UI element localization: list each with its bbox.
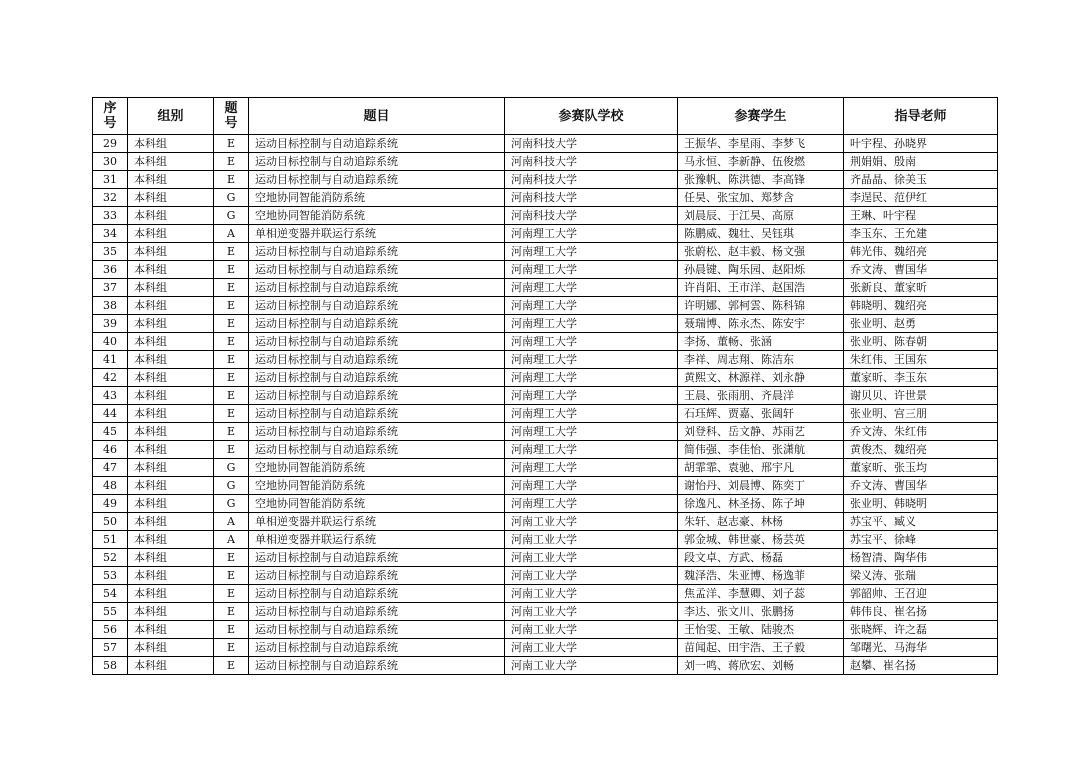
table-row — [93, 459, 998, 477]
cell-students: 孙晨键、陶乐园、赵阳烁 — [678, 261, 844, 279]
cell-topic-code: E — [214, 369, 249, 387]
cell-school: 河南理工大学 — [505, 225, 678, 243]
cell-group: 本科组 — [128, 549, 214, 567]
table-header-row — [93, 98, 998, 135]
cell-topic-code: E — [214, 135, 249, 153]
cell-students: 任昊、张宝加、郑梦含 — [678, 189, 844, 207]
cell-topic: 运动目标控制与自动追踪系统 — [249, 171, 505, 189]
table-row — [93, 621, 998, 639]
cell-topic: 空地协同智能消防系统 — [249, 477, 505, 495]
cell-school: 河南理工大学 — [505, 459, 678, 477]
cell-topic-code: E — [214, 657, 249, 675]
cell-topic-code: E — [214, 351, 249, 369]
cell-no: 36 — [93, 261, 128, 279]
cell-topic-code: E — [214, 171, 249, 189]
cell-group: 本科组 — [128, 495, 214, 513]
cell-group: 本科组 — [128, 315, 214, 333]
cell-students: 李祥、周志翔、陈洁东 — [678, 351, 844, 369]
cell-students: 李达、张文川、张鹏扬 — [678, 603, 844, 621]
cell-no: 57 — [93, 639, 128, 657]
cell-group: 本科组 — [128, 477, 214, 495]
cell-school: 河南科技大学 — [505, 189, 678, 207]
cell-no: 43 — [93, 387, 128, 405]
cell-topic-code: E — [214, 621, 249, 639]
table-row — [93, 135, 998, 153]
header-topic-no: 题号 — [214, 98, 249, 135]
header-no: 序号 — [93, 98, 128, 135]
cell-students: 张豫帆、陈洪德、李高锋 — [678, 171, 844, 189]
cell-teachers: 张业明、韩晓明 — [844, 495, 998, 513]
table-row — [93, 189, 998, 207]
table-row — [93, 387, 998, 405]
cell-school: 河南理工大学 — [505, 279, 678, 297]
cell-group: 本科组 — [128, 387, 214, 405]
cell-students: 许明娜、郭柯雲、陈科锦 — [678, 297, 844, 315]
table-row — [93, 405, 998, 423]
cell-no: 44 — [93, 405, 128, 423]
cell-students: 马永恒、李新静、伍俊燃 — [678, 153, 844, 171]
cell-no: 31 — [93, 171, 128, 189]
cell-no: 32 — [93, 189, 128, 207]
cell-topic: 运动目标控制与自动追踪系统 — [249, 135, 505, 153]
cell-teachers: 黄俊杰、魏绍亮 — [844, 441, 998, 459]
cell-teachers: 苏宝平、徐峰 — [844, 531, 998, 549]
cell-teachers: 邹曙光、马海华 — [844, 639, 998, 657]
cell-group: 本科组 — [128, 405, 214, 423]
cell-school: 河南工业大学 — [505, 621, 678, 639]
cell-no: 49 — [93, 495, 128, 513]
cell-group: 本科组 — [128, 423, 214, 441]
table-row — [93, 243, 998, 261]
cell-group: 本科组 — [128, 333, 214, 351]
cell-topic: 运动目标控制与自动追踪系统 — [249, 297, 505, 315]
cell-topic: 运动目标控制与自动追踪系统 — [249, 387, 505, 405]
cell-topic-code: G — [214, 207, 249, 225]
cell-school: 河南科技大学 — [505, 171, 678, 189]
cell-teachers: 张业明、赵勇 — [844, 315, 998, 333]
cell-topic: 运动目标控制与自动追踪系统 — [249, 279, 505, 297]
cell-teachers: 荆娟娟、殷南 — [844, 153, 998, 171]
table-row — [93, 333, 998, 351]
cell-teachers: 苏宝平、臧义 — [844, 513, 998, 531]
cell-topic: 空地协同智能消防系统 — [249, 495, 505, 513]
cell-students: 黄熙文、林源祥、刘永静 — [678, 369, 844, 387]
cell-teachers: 张晓辉、许之磊 — [844, 621, 998, 639]
table-row — [93, 279, 998, 297]
cell-topic-code: E — [214, 153, 249, 171]
cell-teachers: 董家昕、李玉东 — [844, 369, 998, 387]
cell-teachers: 杨智清、陶华伟 — [844, 549, 998, 567]
cell-group: 本科组 — [128, 225, 214, 243]
cell-teachers: 董家昕、张玉均 — [844, 459, 998, 477]
cell-no: 51 — [93, 531, 128, 549]
cell-no: 30 — [93, 153, 128, 171]
cell-topic-code: G — [214, 189, 249, 207]
cell-topic-code: E — [214, 567, 249, 585]
cell-topic: 运动目标控制与自动追踪系统 — [249, 585, 505, 603]
header-group: 组别 — [128, 98, 214, 135]
cell-teachers: 齐晶晶、徐美玉 — [844, 171, 998, 189]
cell-teachers: 梁义涛、张瑞 — [844, 567, 998, 585]
cell-teachers: 张业明、陈春朝 — [844, 333, 998, 351]
header-topic: 题目 — [249, 98, 505, 135]
cell-school: 河南理工大学 — [505, 243, 678, 261]
cell-students: 徐逸凡、林圣扬、陈子坤 — [678, 495, 844, 513]
cell-topic: 运动目标控制与自动追踪系统 — [249, 567, 505, 585]
cell-group: 本科组 — [128, 585, 214, 603]
table-row — [93, 531, 998, 549]
cell-topic-code: E — [214, 315, 249, 333]
cell-students: 李扬、董畅、张涵 — [678, 333, 844, 351]
cell-no: 37 — [93, 279, 128, 297]
cell-teachers: 谢贝贝、许世景 — [844, 387, 998, 405]
cell-topic: 运动目标控制与自动追踪系统 — [249, 549, 505, 567]
results-table — [92, 97, 998, 675]
cell-group: 本科组 — [128, 603, 214, 621]
table-row — [93, 657, 998, 675]
cell-topic: 空地协同智能消防系统 — [249, 207, 505, 225]
cell-no: 33 — [93, 207, 128, 225]
cell-school: 河南工业大学 — [505, 513, 678, 531]
cell-school: 河南工业大学 — [505, 639, 678, 657]
cell-topic-code: E — [214, 639, 249, 657]
cell-group: 本科组 — [128, 369, 214, 387]
cell-no: 40 — [93, 333, 128, 351]
cell-teachers: 韩伟良、崔名扬 — [844, 603, 998, 621]
cell-school: 河南理工大学 — [505, 405, 678, 423]
cell-group: 本科组 — [128, 189, 214, 207]
cell-teachers: 乔文涛、曹国华 — [844, 477, 998, 495]
cell-no: 47 — [93, 459, 128, 477]
cell-teachers: 韩光伟、魏绍亮 — [844, 243, 998, 261]
cell-students: 郭金城、韩世豪、杨芸英 — [678, 531, 844, 549]
cell-no: 52 — [93, 549, 128, 567]
cell-topic-code: E — [214, 549, 249, 567]
cell-topic-code: G — [214, 459, 249, 477]
cell-topic-code: E — [214, 261, 249, 279]
cell-school: 河南理工大学 — [505, 333, 678, 351]
cell-topic: 运动目标控制与自动追踪系统 — [249, 657, 505, 675]
cell-topic: 运动目标控制与自动追踪系统 — [249, 243, 505, 261]
cell-topic-code: E — [214, 585, 249, 603]
cell-students: 简伟强、李佳怡、张潇航 — [678, 441, 844, 459]
cell-group: 本科组 — [128, 279, 214, 297]
cell-school: 河南理工大学 — [505, 261, 678, 279]
cell-no: 53 — [93, 567, 128, 585]
cell-students: 刘登科、岳文静、苏雨艺 — [678, 423, 844, 441]
cell-teachers: 王琳、叶宇程 — [844, 207, 998, 225]
cell-group: 本科组 — [128, 459, 214, 477]
cell-teachers: 朱红伟、王国东 — [844, 351, 998, 369]
cell-topic-code: G — [214, 477, 249, 495]
cell-students: 刘一鸣、蒋欣宏、刘畅 — [678, 657, 844, 675]
cell-topic: 运动目标控制与自动追踪系统 — [249, 639, 505, 657]
cell-no: 38 — [93, 297, 128, 315]
cell-students: 张蔚松、赵丰毅、杨文强 — [678, 243, 844, 261]
table-row — [93, 225, 998, 243]
cell-group: 本科组 — [128, 513, 214, 531]
cell-school: 河南理工大学 — [505, 423, 678, 441]
cell-no: 58 — [93, 657, 128, 675]
cell-topic-code: E — [214, 441, 249, 459]
header-teachers: 指导老师 — [844, 98, 998, 135]
cell-teachers: 乔文涛、曹国华 — [844, 261, 998, 279]
cell-students: 陈鹏威、魏壮、吴钰琪 — [678, 225, 844, 243]
cell-students: 王振华、李星雨、李梦飞 — [678, 135, 844, 153]
cell-school: 河南理工大学 — [505, 477, 678, 495]
table-row — [93, 639, 998, 657]
cell-topic: 空地协同智能消防系统 — [249, 459, 505, 477]
cell-topic: 运动目标控制与自动追踪系统 — [249, 153, 505, 171]
table-body — [93, 135, 998, 675]
cell-no: 50 — [93, 513, 128, 531]
table-row — [93, 603, 998, 621]
cell-school: 河南理工大学 — [505, 441, 678, 459]
cell-students: 刘晨辰、于江昊、高原 — [678, 207, 844, 225]
cell-school: 河南理工大学 — [505, 387, 678, 405]
cell-group: 本科组 — [128, 621, 214, 639]
cell-students: 苗闻起、田宇浩、王子毅 — [678, 639, 844, 657]
cell-topic-code: E — [214, 333, 249, 351]
cell-school: 河南理工大学 — [505, 297, 678, 315]
cell-school: 河南科技大学 — [505, 207, 678, 225]
cell-topic-code: E — [214, 297, 249, 315]
cell-no: 35 — [93, 243, 128, 261]
cell-topic: 运动目标控制与自动追踪系统 — [249, 315, 505, 333]
cell-teachers: 李玉东、王允建 — [844, 225, 998, 243]
cell-topic: 运动目标控制与自动追踪系统 — [249, 333, 505, 351]
cell-topic-code: E — [214, 387, 249, 405]
table-row — [93, 477, 998, 495]
header-students: 参赛学生 — [678, 98, 844, 135]
cell-no: 42 — [93, 369, 128, 387]
cell-group: 本科组 — [128, 243, 214, 261]
table-row — [93, 207, 998, 225]
cell-topic: 运动目标控制与自动追踪系统 — [249, 369, 505, 387]
cell-no: 55 — [93, 603, 128, 621]
cell-students: 段文卓、方武、杨磊 — [678, 549, 844, 567]
cell-teachers: 韩晓明、魏绍亮 — [844, 297, 998, 315]
cell-topic: 运动目标控制与自动追踪系统 — [249, 621, 505, 639]
cell-group: 本科组 — [128, 657, 214, 675]
cell-no: 41 — [93, 351, 128, 369]
cell-topic-code: E — [214, 405, 249, 423]
cell-topic-code: A — [214, 531, 249, 549]
cell-school: 河南科技大学 — [505, 153, 678, 171]
cell-students: 焦孟洋、李慧卿、刘子蕊 — [678, 585, 844, 603]
cell-topic: 运动目标控制与自动追踪系统 — [249, 261, 505, 279]
cell-school: 河南工业大学 — [505, 549, 678, 567]
cell-group: 本科组 — [128, 567, 214, 585]
cell-no: 39 — [93, 315, 128, 333]
cell-topic: 运动目标控制与自动追踪系统 — [249, 423, 505, 441]
table-row — [93, 423, 998, 441]
cell-school: 河南工业大学 — [505, 603, 678, 621]
cell-students: 魏泽浩、朱亚博、杨逸菲 — [678, 567, 844, 585]
table-row — [93, 315, 998, 333]
cell-teachers: 张业明、宫三朋 — [844, 405, 998, 423]
cell-school: 河南工业大学 — [505, 585, 678, 603]
cell-students: 王晨、张雨朋、齐晨洋 — [678, 387, 844, 405]
table-row — [93, 261, 998, 279]
cell-group: 本科组 — [128, 261, 214, 279]
cell-students: 聂瑞博、陈永杰、陈安宇 — [678, 315, 844, 333]
table-row — [93, 513, 998, 531]
cell-students: 谢怡丹、刘晨博、陈奕丁 — [678, 477, 844, 495]
cell-group: 本科组 — [128, 441, 214, 459]
cell-school: 河南工业大学 — [505, 531, 678, 549]
cell-group: 本科组 — [128, 639, 214, 657]
cell-school: 河南理工大学 — [505, 495, 678, 513]
cell-topic-code: E — [214, 603, 249, 621]
table-row — [93, 549, 998, 567]
cell-topic-code: E — [214, 243, 249, 261]
cell-group: 本科组 — [128, 153, 214, 171]
cell-group: 本科组 — [128, 531, 214, 549]
table-row — [93, 153, 998, 171]
cell-teachers: 叶宇程、孙晓界 — [844, 135, 998, 153]
cell-teachers: 乔文涛、朱红伟 — [844, 423, 998, 441]
cell-group: 本科组 — [128, 297, 214, 315]
table-row — [93, 369, 998, 387]
cell-teachers: 张新良、董家昕 — [844, 279, 998, 297]
cell-no: 54 — [93, 585, 128, 603]
cell-students: 王怡雯、王敏、陆骏杰 — [678, 621, 844, 639]
cell-topic-code: G — [214, 495, 249, 513]
table-row — [93, 567, 998, 585]
cell-group: 本科组 — [128, 171, 214, 189]
cell-no: 56 — [93, 621, 128, 639]
cell-group: 本科组 — [128, 135, 214, 153]
table-row — [93, 297, 998, 315]
cell-students: 胡霏霏、袁驰、邢宇凡 — [678, 459, 844, 477]
cell-topic: 运动目标控制与自动追踪系统 — [249, 351, 505, 369]
cell-topic: 运动目标控制与自动追踪系统 — [249, 603, 505, 621]
table-row — [93, 495, 998, 513]
cell-students: 许肖阳、王市洋、赵国浩 — [678, 279, 844, 297]
table-row — [93, 171, 998, 189]
cell-no: 48 — [93, 477, 128, 495]
cell-school: 河南理工大学 — [505, 351, 678, 369]
cell-topic-code: E — [214, 279, 249, 297]
cell-topic-code: A — [214, 225, 249, 243]
cell-group: 本科组 — [128, 207, 214, 225]
cell-students: 朱轩、赵志豪、林杨 — [678, 513, 844, 531]
cell-topic: 运动目标控制与自动追踪系统 — [249, 405, 505, 423]
table-row — [93, 441, 998, 459]
cell-topic: 单相逆变器并联运行系统 — [249, 513, 505, 531]
cell-school: 河南理工大学 — [505, 369, 678, 387]
cell-students: 石珏辉、贾嘉、张阔轩 — [678, 405, 844, 423]
cell-topic: 空地协同智能消防系统 — [249, 189, 505, 207]
table-row — [93, 351, 998, 369]
cell-no: 45 — [93, 423, 128, 441]
cell-topic: 运动目标控制与自动追踪系统 — [249, 441, 505, 459]
cell-no: 34 — [93, 225, 128, 243]
table-row — [93, 585, 998, 603]
cell-school: 河南科技大学 — [505, 135, 678, 153]
cell-topic: 单相逆变器并联运行系统 — [249, 531, 505, 549]
cell-no: 29 — [93, 135, 128, 153]
cell-topic-code: A — [214, 513, 249, 531]
cell-topic: 单相逆变器并联运行系统 — [249, 225, 505, 243]
cell-topic-code: E — [214, 423, 249, 441]
cell-teachers: 赵攀、崔名扬 — [844, 657, 998, 675]
cell-school: 河南工业大学 — [505, 657, 678, 675]
cell-no: 46 — [93, 441, 128, 459]
cell-teachers: 李逞民、范伊红 — [844, 189, 998, 207]
cell-school: 河南理工大学 — [505, 315, 678, 333]
cell-teachers: 郭韶帅、王召迎 — [844, 585, 998, 603]
cell-group: 本科组 — [128, 351, 214, 369]
header-school: 参赛队学校 — [505, 98, 678, 135]
cell-school: 河南工业大学 — [505, 567, 678, 585]
